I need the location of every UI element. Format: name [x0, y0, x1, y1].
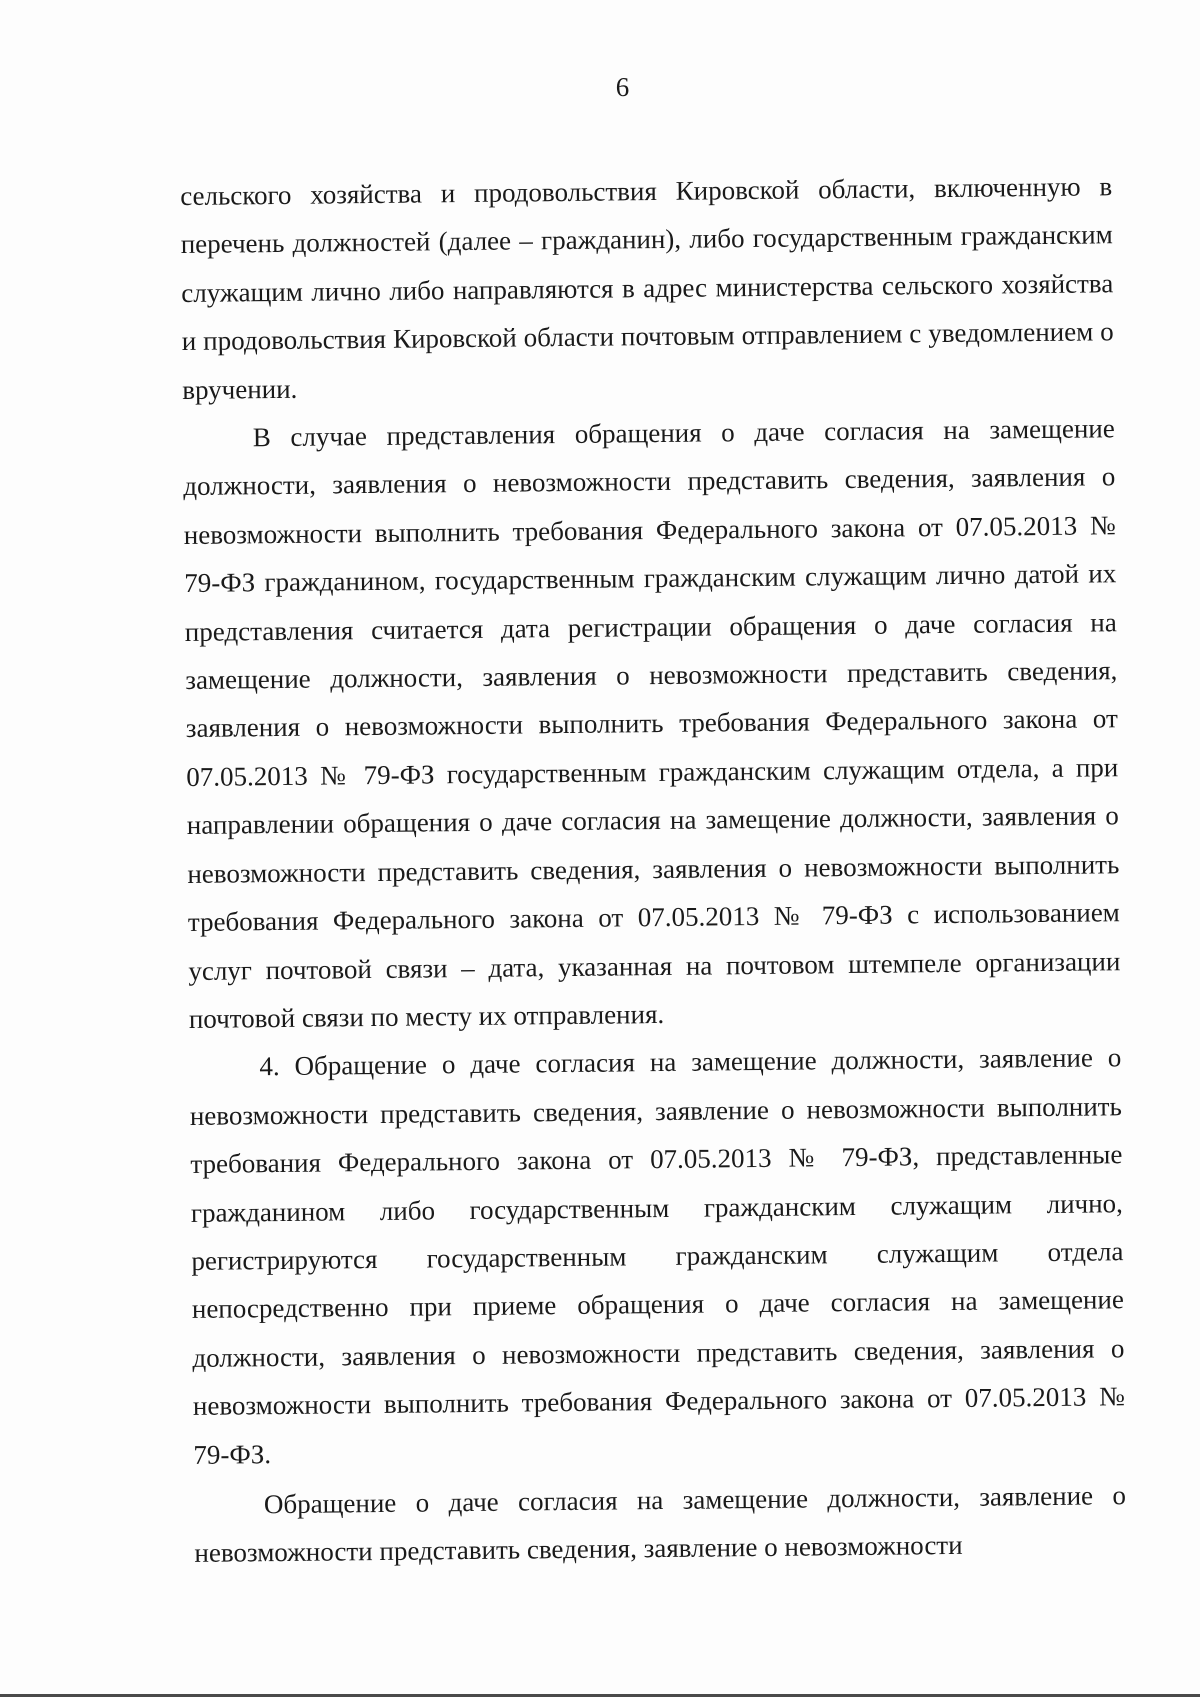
- page-number: 6: [615, 72, 630, 102]
- paragraph-item-4-registration: 4. Обращение о даче согласия на замещение должности, заявление о невозможности представить сведения, заявление о невозможности выполнить требования Федерального закона от 07.05.2013 № 79-ФЗ, представленные гражданином либо государственным гражданским служащим лично, регистрируются государственным гражданским служащим отдела непосредственно при приеме обращения о даче согласия на замещение должности, заявления о невозможности представить сведения, заявления о невозможности выполнить требования Федерального закона от 07.05.2013 № 79-ФЗ.: [189, 1042, 1126, 1470]
- document-body: [180, 162, 1127, 1577]
- paragraph-submission-date: В случае представления обращения о даче согласия на замещение должности, заявления о невозможности представить сведения, заявления о невозможности выполнить требования Федерального закона от 07.05.2013 № 79-ФЗ гражданином, государственным гражданским служащим лично датой их представления считается дата регистрации обращения о даче согласия на замещение должности, заявления о невозможности представить сведения, заявления о невозможности выполнить требования Федерального закона от 07.05.2013 № 79-ФЗ государственным гражданским служащим отдела, а при направлении обращения о даче согласия на замещение должности, заявления о невозможности представить сведения, заявления о невозможности выполнить требования Федерального закона от 07.05.2013 № 79-ФЗ с использованием услуг почтовой связи – дата, указанная на почтовом штемпеле организации почтовой связи по месту их отправления.: [183, 413, 1121, 1034]
- paragraph-application-continues: Обращение о даче согласия на замещение должности, заявление о невозможности представить сведения, заявление о невозможности: [194, 1480, 1127, 1569]
- paragraph-continuation: сельского хозяйства и продовольствия Кировской области, включенную в перечень должностей (далее – гражданин), либо государственным гражданским служащим лично либо направляются в адрес министерства сельского хозяйства и продовольствия Кировской области почтовым отправлением с уведомлением о вручении.: [180, 171, 1114, 405]
